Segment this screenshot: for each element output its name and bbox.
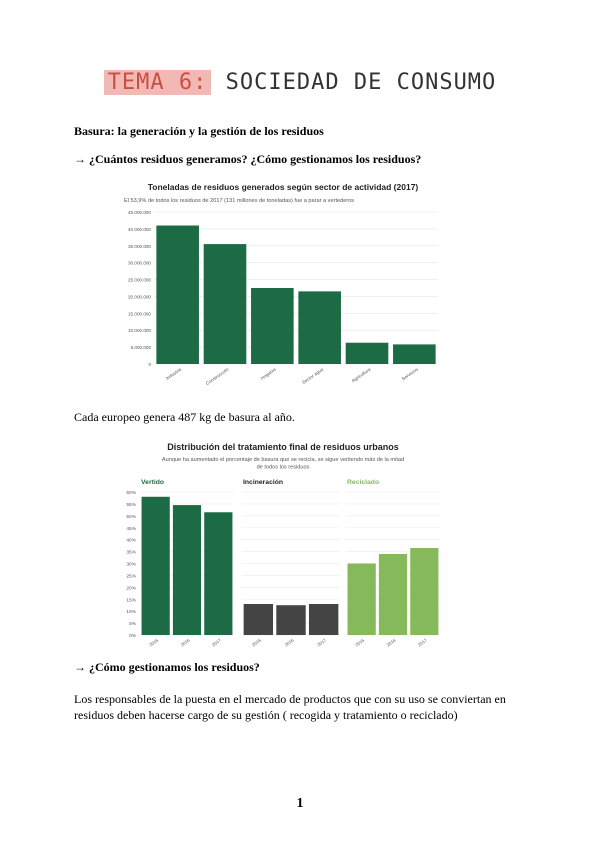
chart-2-bar [379,554,407,635]
chart-1-xtick: Industria [164,366,183,381]
title-rest: SOCIEDAD DE CONSUMO [225,70,497,95]
chart-1-xtick: Agricultura [350,366,372,384]
chart-1-title: Toneladas de residuos generados según sector de actividad (2017) [147,182,419,192]
chart-2-bar [348,564,376,636]
chart-2-ytick: 20% [126,586,136,592]
chart-2-xtick: 2017 [211,637,222,648]
chart-1-bar [204,244,247,364]
page-number: 1 [296,796,304,811]
chart-1-svg [118,180,448,392]
chart-1-ytick: 40.000.000 [128,226,151,232]
chart-2-bar [309,604,338,635]
chart-1-xtick: Construcción [204,366,230,387]
chart-2-ytick: 25% [126,574,136,580]
page-title [0,70,600,95]
chart-2-bar [142,497,170,635]
chart-1-ytick: 15.000.000 [128,311,151,317]
chart-1-bar [346,343,389,364]
chart-2-bar [276,605,305,635]
chart-2-ytick: 35% [126,550,136,556]
section-heading: Basura: la generación y la gestión de los residuos [74,124,324,138]
chart-2-bar [244,604,273,635]
chart-1-subtitle: El 53,9% de todos los residuos de 2017 (131 millones de toneladas) fue a parar a vertederos [124,198,355,204]
paragraph-2: Los responsables de la puesta en el mercado de productos que con su uso se conviertan en residuos deben hacerse cargo de su gestión ( recogida y tratamiento o reciclado) [74,692,506,722]
chart-2-xtick: 2017 [417,637,428,648]
chart-2-xtick: 2015 [148,637,160,648]
chart-2-ytick: 55% [126,502,136,508]
chart-1-ytick: 0 [148,362,151,367]
chart-1-ytick: 45.000.000 [128,210,151,215]
chart-1-xtick: Hogares [259,366,277,381]
chart-2-bar [173,505,201,635]
chart-2-xtick: 2015 [251,637,262,648]
chart-1-ytick: 5.000.000 [130,345,151,351]
chart-1-ytick: 25.000.000 [128,277,151,283]
chart-2-xtick: 2015 [354,637,366,648]
chart-2-series-label: Incineración [243,479,284,486]
chart-2-ytick: 10% [126,610,136,616]
chart-2-ytick: 40% [126,538,136,544]
chart-2-ytick: 50% [126,514,136,520]
chart-waste-treatment [118,440,448,652]
chart-1-bar [156,226,199,364]
chart-2-ytick: 60% [126,491,136,496]
chart-2-subtitle: de todos los residuos [256,464,310,471]
chart-2-xtick: 2016 [179,637,191,648]
chart-2-series-label: Reciclado [347,479,380,486]
question-1: → ¿Cuántos residuos generamos? ¿Cómo gestionamos los residuos? [74,152,422,166]
chart-1-ytick: 20.000.000 [128,294,151,300]
chart-2-svg [118,440,448,652]
chart-2-xtick: 2016 [283,637,295,648]
chart-1-bar [393,344,436,364]
chart-1-ytick: 10.000.000 [128,328,151,334]
chart-1-bar [251,288,294,364]
chart-1-xtick: Sector agua [301,366,325,386]
title-highlight: TEMA 6: [104,70,212,95]
chart-2-title: Distribución del tratamiento final de residuos urbanos [167,442,399,452]
chart-2-bar [410,548,438,635]
chart-2-xtick: 2016 [385,637,397,648]
chart-2-subtitle: Aunque ha aumentado el porcentaje de basura que se recicla, se sigue vertiendo más de la mitad [161,457,405,463]
chart-2-series-label: Vertido [141,479,165,486]
chart-2-ytick: 15% [126,598,136,604]
chart-2-ytick: 45% [126,526,136,532]
chart-2-xtick: 2017 [316,637,328,648]
chart-1-bar [298,291,341,364]
chart-1-xtick: Servicios [400,366,419,382]
paragraph-1: Cada europeo genera 487 kg de basura al año. [74,410,295,424]
chart-waste-by-sector [118,180,448,392]
chart-1-ytick: 35.000.000 [128,243,151,249]
chart-1-ytick: 30.000.000 [128,260,151,266]
question-2: → ¿Cómo gestionamos los residuos? [74,660,260,674]
chart-2-ytick: 5% [129,622,136,628]
chart-2-bar [204,512,232,635]
chart-2-ytick: 0% [129,634,136,639]
chart-2-ytick: 30% [126,562,136,568]
